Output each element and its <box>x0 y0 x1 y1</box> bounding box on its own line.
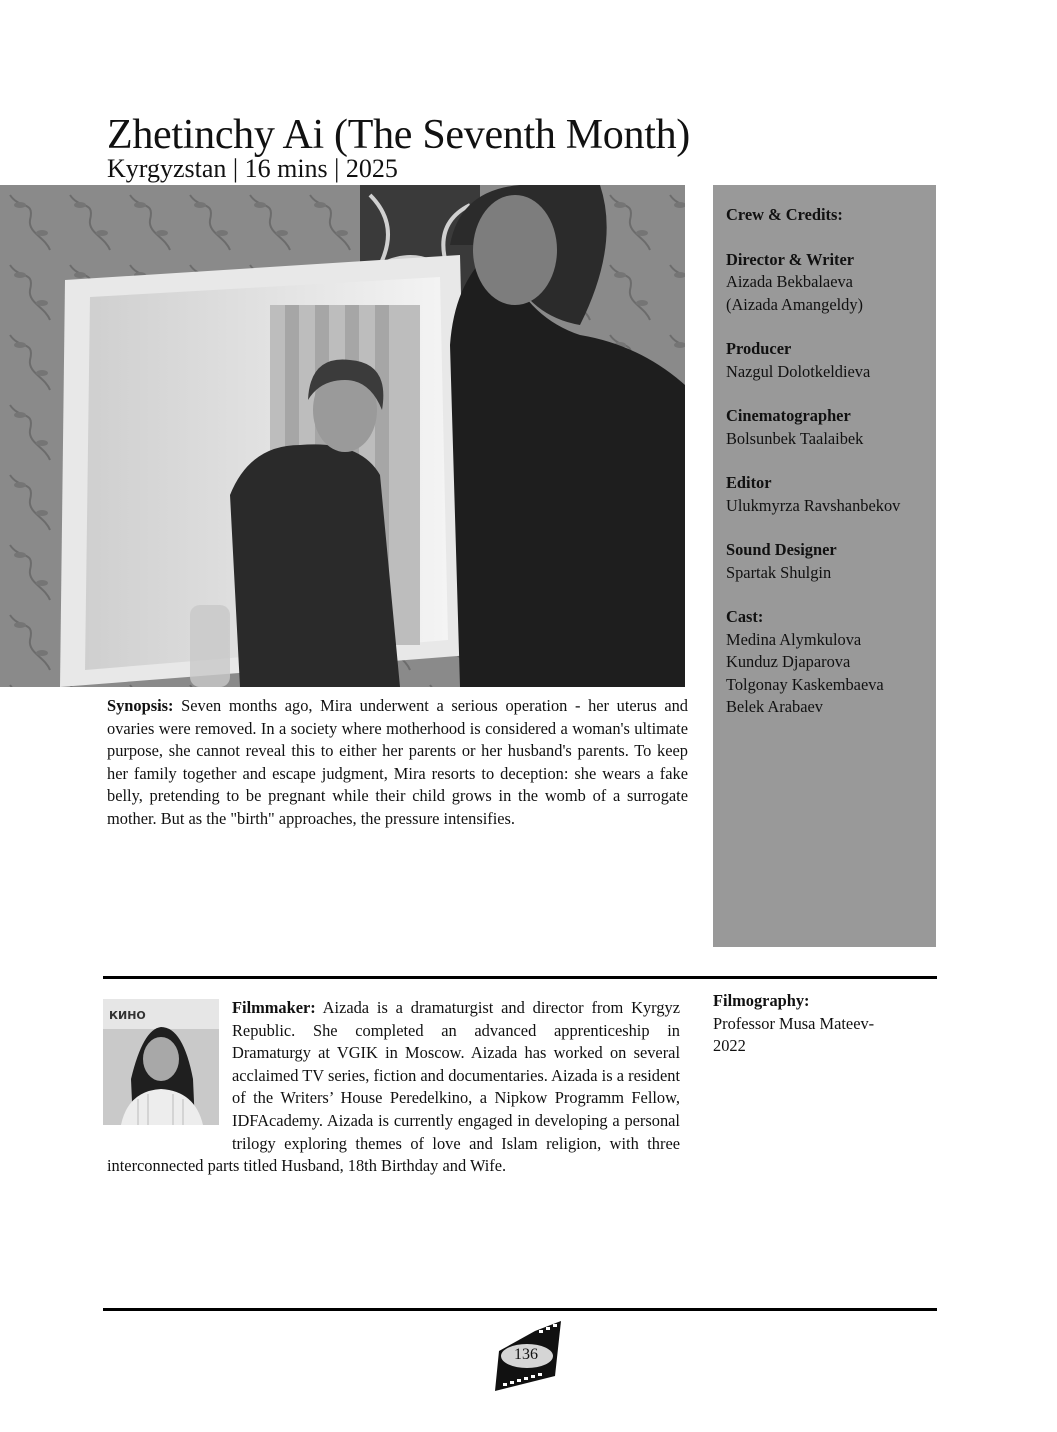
credit-name: Tolgonay Kaskembaeva <box>726 674 884 694</box>
credit-name: Spartak Shulgin <box>726 562 832 582</box>
credit-sound-designer <box>726 539 936 584</box>
credit-name: (Aizada Amangeldy) <box>726 294 863 314</box>
credit-role: Cast: <box>726 607 764 626</box>
vase <box>190 605 230 687</box>
credit-cast <box>726 606 936 719</box>
credit-name: Bolsunbek Taalaibek <box>726 428 864 448</box>
older-woman-face <box>473 195 557 305</box>
credit-name: Aizada Bekbalaeva <box>726 272 853 291</box>
filmmaker-label: Filmmaker: <box>232 998 316 1017</box>
section-divider-top <box>103 976 937 979</box>
credit-name: Belek Arabaev <box>726 697 823 716</box>
credit-role: Cinematographer <box>726 406 851 425</box>
credit-role: Producer <box>726 339 792 358</box>
synopsis-label: Synopsis: <box>107 696 174 715</box>
portrait-sign: КИНО <box>109 1009 146 1022</box>
filmography-entry: Professor Musa Mateev- <box>713 1013 875 1033</box>
section-divider-bottom <box>103 1308 937 1311</box>
credit-name: Nazgul Dolotkeldieva <box>726 361 871 381</box>
credit-name: Ulukmyrza Ravshanbekov <box>726 495 901 515</box>
credit-role: Director & Writer <box>726 249 855 269</box>
synopsis <box>107 695 688 831</box>
synopsis-text: Seven months ago, Mira underwent a serious operation - her uterus and ovaries were removed. In a society where motherhood is considered a woman's ultimate purpose, she cannot reveal this to either her parents or her husband's parents. To keep her family together and escape judgment, Mira resorts to deception: she wears a fake belly, pretending to be pregnant while their child grows in the womb of a surrogate mother. But as the "birth" approaches, the pressure intensifies. <box>107 696 688 828</box>
woman-body <box>230 444 400 687</box>
film-still-image <box>0 185 685 687</box>
film-meta: Kyrgyzstan | 16 mins | 2025 <box>107 154 398 183</box>
page-number: 136 <box>514 1346 538 1363</box>
credit-role: Editor <box>726 473 772 492</box>
filmography-heading: Filmography: <box>713 991 810 1010</box>
credit-cinematographer <box>726 405 936 450</box>
filmmaker-bio <box>107 997 680 1178</box>
credit-role: Sound Designer <box>726 540 837 559</box>
credit-name: Medina Alymkulova <box>726 629 862 649</box>
credit-editor <box>726 472 936 517</box>
credit-name: Kunduz Djaparova <box>726 652 851 671</box>
film-title: Zhetinchy Ai (The Seventh Month) <box>107 112 690 158</box>
filmography-entry: 2022 <box>713 1036 746 1056</box>
film-still-illustration <box>0 185 685 687</box>
credit-producer <box>726 338 936 383</box>
credits-heading: Crew & Credits: <box>726 205 843 224</box>
credit-director-writer <box>726 249 936 317</box>
filmmaker-text: Aizada is a dramaturgist and director from Kyrgyz Republic. She completed an advanced apprenticeship in Dramaturgy at VGIK in Moscow. Aizada has worked on several acclaimed TV series, fiction and documentaries. Aizada is a resident of the Writers’ House Peredelkino, a Nipkow Programm Fellow, IDFAcademy. Aizada is currently engaged in developing a personal trilogy exploring themes of love and Islam religion, with three interconnected parts titled Husband, 18th Birthday and Wife. <box>107 998 680 1176</box>
filmography <box>713 990 923 1058</box>
credits-sidebar <box>713 185 936 947</box>
